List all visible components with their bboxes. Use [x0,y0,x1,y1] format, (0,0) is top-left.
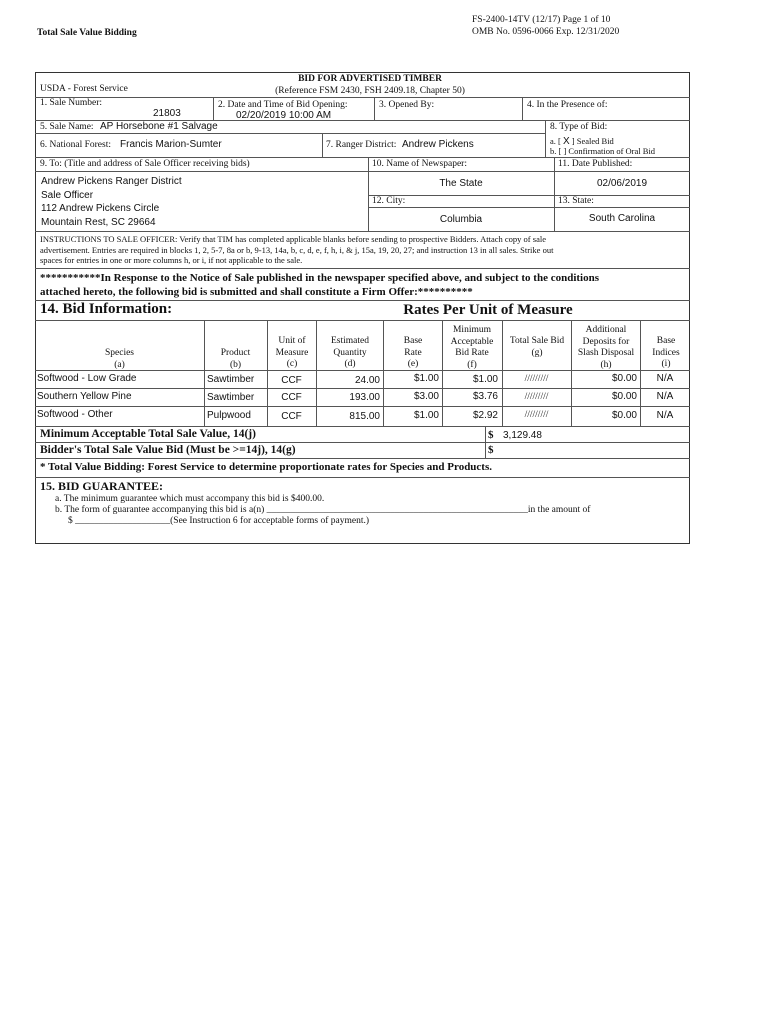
col-indices: Base Indices (i) [652,336,680,369]
instructions-text: INSTRUCTIONS TO SALE OFFICER: Verify that TIM has completed applicable blanks before sending to prospective Bidders. Attach copy of sale advertisement. Entries are required in blocks 1, 2, 5-7, 8a or b, 9-13, 14a, b, c, d, e, f, h, i, & j, 15a, 19, 20, 27; and instruction 13 in all sales. Strike out spaces for entries in one or more columns h, or i, if not applicable to the sale. [40,234,554,265]
quantity-cell: 24.00 [354,375,380,386]
sale-name-field[interactable]: AP Horsebone #1 Salvage [100,121,218,132]
bid-opening-field[interactable]: 02/20/2019 10:00 AM [236,110,332,121]
city-field[interactable]: Columbia [439,214,483,225]
base-rate-cell: $1.00 [413,373,439,384]
unit-cell: CCF [281,375,302,386]
presence-label: 4. In the Presence of: [527,100,608,110]
deposits-cell: $0.00 [611,410,637,421]
indices-cell: N/A [656,391,674,402]
response-statement: ***********In Response to the Notice of Sale published in the newspaper specified above, and subject to the conditions attached hereto, the following bid is submitted and shall constitute a Firm Offer:********** [40,272,600,298]
min-total-currency: $ [488,429,494,441]
col-product: Product (b) [220,348,251,370]
newspaper-field[interactable]: The State [439,178,483,189]
ranger-district-label: 7. Ranger District: [326,140,397,150]
sale-officer-label: 9. To: (Title and address of Sale Officer receiving bids) [40,159,250,169]
bidder-total-currency: $ [488,444,494,456]
sealed-bid-checkmark: X [562,136,570,147]
rates-title: Rates Per Unit of Measure [403,302,573,318]
form-id: FS-2400-14TV (12/17) Page 1 of 10 [472,15,611,25]
address-line: Andrew Pickens Ranger District [41,176,182,187]
col-total-bid: Total Sale Bid (g) [509,336,565,358]
col-unit: Unit of Measure (c) [275,336,309,369]
form-title: BID FOR ADVERTISED TIMBER [298,74,442,84]
newspaper-label: 10. Name of Newspaper: [372,159,467,169]
state-field[interactable]: South Carolina [588,213,656,224]
ranger-district-field[interactable]: Andrew Pickens [402,139,474,150]
date-published-field[interactable]: 02/06/2019 [596,178,648,189]
omb-number: OMB No. 0596-0066 Exp. 12/31/2020 [472,27,620,37]
address-line: Sale Officer [41,189,94,201]
guarantee-form-field[interactable]: b. The form of guarantee accompanying this bid is a(n) _______________________________________________________in the amount of [55,505,591,515]
sale-name-label: 5. Sale Name: [40,122,94,132]
sale-officer-address[interactable] [41,175,182,229]
total-bid-cell[interactable]: ///////// [524,410,549,420]
sealed-bid-option[interactable]: a. [ X ] Sealed Bid [550,136,614,147]
species-cell: Softwood - Low Grade [37,373,137,384]
address-line: 112 Andrew Pickens Circle [41,203,160,214]
national-forest-label: 6. National Forest: [40,140,111,150]
total-value-note: * Total Value Bidding: Forest Service to determine proportionate rates for Species and Products. [40,461,493,473]
address-line: Mountain Rest, SC 29664 [41,216,156,228]
quantity-cell: 193.00 [349,392,380,403]
sale-number-label: 1. Sale Number: [40,98,103,108]
state-label: 13. State: [558,196,594,206]
sale-number-field[interactable]: 21803 [153,108,181,119]
form-header-title: Total Sale Value Bidding [37,28,137,38]
oral-bid-option[interactable]: b. [ ] Confirmation of Oral Bid [550,146,656,156]
form-reference: (Reference FSM 2430, FSH 2409.18, Chapter 50) [275,86,465,96]
bid-guarantee-title: 15. BID GUARANTEE: [40,479,164,493]
deposits-cell: $0.00 [611,373,637,384]
city-label: 12. City: [372,196,406,206]
guarantee-amount-field[interactable]: $ ____________________(See Instruction 6 for acceptable forms of payment.) [68,516,370,526]
product-cell: Sawtimber [207,374,255,385]
total-bid-cell[interactable]: ///////// [524,374,549,384]
col-deposits: Additional Deposits for Slash Disposal (h) [577,325,635,370]
agency-label: USDA - Forest Service [40,84,128,94]
unit-cell: CCF [281,411,302,422]
bidder-total-input[interactable] [500,443,686,457]
bid-opening-label: 2. Date and Time of Bid Opening: [218,100,348,110]
indices-cell: N/A [656,373,674,384]
product-cell: Pulpwood [207,410,251,421]
base-rate-cell: $1.00 [413,410,439,421]
total-bid-cell[interactable]: ///////// [524,392,549,402]
bid-info-title: 14. Bid Information: [40,301,173,317]
product-cell: Sawtimber [207,392,255,403]
opened-by-label: 3. Opened By: [379,100,435,110]
species-cell: Softwood - Other [37,409,113,420]
date-published-label: 11. Date Published: [558,159,633,169]
col-base-rate: Base Rate (e) [403,336,423,369]
base-rate-cell: $3.00 [413,391,439,402]
guarantee-minimum: a. The minimum guarantee which must accompany this bid is $400.00. [55,494,325,504]
min-rate-cell: $2.92 [472,410,498,421]
national-forest-field[interactable]: Francis Marion-Sumter [120,139,222,150]
min-rate-cell: $3.76 [472,391,498,402]
quantity-cell: 815.00 [349,411,380,422]
deposits-cell: $0.00 [611,391,637,402]
type-of-bid-label: 8. Type of Bid: [550,122,608,132]
min-total-label: Minimum Acceptable Total Sale Value, 14(j) [40,428,256,440]
min-rate-cell: $1.00 [472,374,498,385]
col-min-rate: Minimum Acceptable Bid Rate (f) [450,325,494,370]
indices-cell: N/A [656,410,674,421]
min-total-value: 3,129.48 [503,430,542,441]
species-cell: Southern Yellow Pine [37,391,132,402]
unit-cell: CCF [281,392,302,403]
col-species: Species (a) [104,348,135,370]
bidder-total-label: Bidder's Total Sale Value Bid (Must be >=14j), 14(g) [40,444,296,456]
col-quantity: Estimated Quantity (d) [331,336,369,369]
